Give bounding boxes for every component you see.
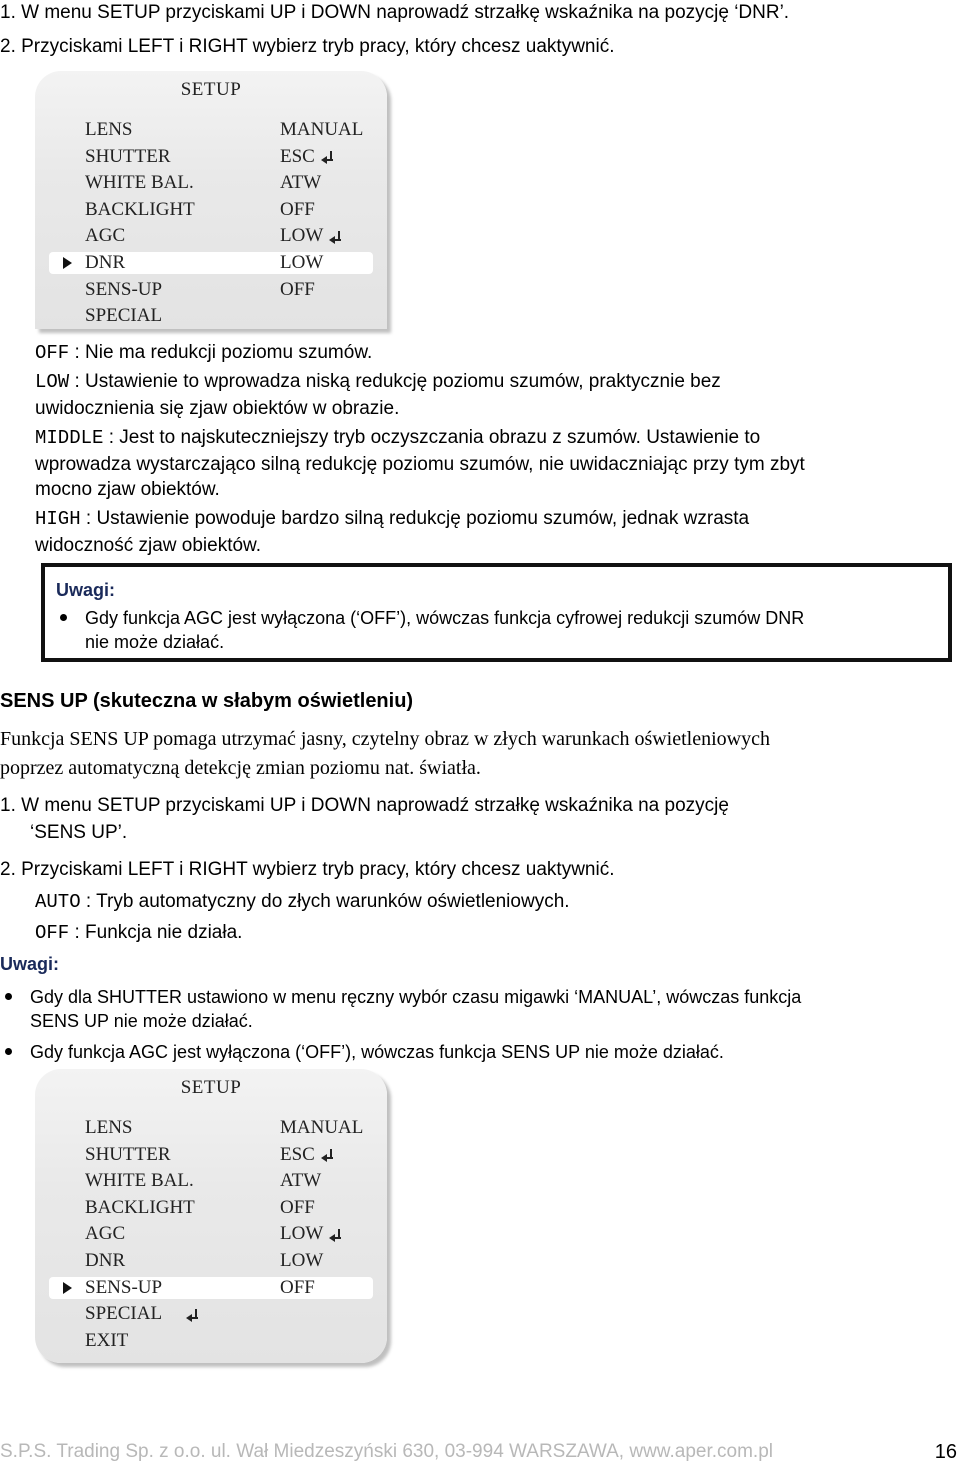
- note-title: Uwagi:: [56, 580, 116, 600]
- dnr-off-key: OFF: [35, 342, 70, 364]
- osd-title: SETUP: [180, 79, 242, 100]
- sens-up-auto-text: : Tryb automatyczny do złych warunków oświetleniowych.: [80, 891, 570, 912]
- osd-item-value-text: ESC: [280, 1143, 315, 1165]
- osd-item-value-text: OFF: [280, 278, 315, 300]
- osd-menu-item: [35, 1117, 387, 1141]
- sens-up-auto-desc: [35, 891, 570, 913]
- dnr-high-key: HIGH: [35, 508, 81, 530]
- page-number: 16: [934, 1441, 957, 1463]
- osd-item-label: BACKLIGHT: [85, 198, 195, 220]
- osd-item-label: SENS-UP: [85, 278, 163, 300]
- osd-menu-item: [35, 146, 387, 170]
- osd-item-label: WHITE BAL.: [85, 172, 194, 194]
- osd-menu-sens-up: [35, 1069, 387, 1363]
- dnr-high-desc-cont: widoczność zjaw obiektów.: [35, 535, 261, 556]
- sens-up-step-1: 1. W menu SETUP przyciskami UP i DOWN naprowadź strzałkę wskaźnika na pozycję: [0, 795, 729, 816]
- osd-menu-item: [35, 279, 387, 303]
- osd-menu-item: [35, 305, 387, 329]
- dnr-middle-desc-cont2: mocno zjaw obiektów.: [35, 479, 220, 500]
- osd-item-value: [280, 1144, 333, 1166]
- osd-item-value-text: OFF: [280, 1276, 315, 1298]
- osd-item-label: SHUTTER: [85, 1143, 171, 1165]
- sens-up-off-desc: [35, 922, 242, 944]
- sens-up-note-1: Gdy dla SHUTTER ustawiono w menu ręczny wybór czasu migawki ‘MANUAL’, wówczas funkcja: [30, 987, 802, 1007]
- osd-menu-item: [35, 172, 387, 196]
- osd-menu-item: [35, 1277, 387, 1301]
- osd-title: SETUP: [180, 1077, 242, 1098]
- osd-item-value: [180, 1303, 198, 1325]
- osd-item-value: [280, 119, 363, 141]
- pointer-arrow-icon: [63, 1282, 72, 1294]
- dnr-middle-desc-cont: wprowadza wystarczająco silną redukcję poziomu szumów, nie uwidaczniając przy tym zbyt: [35, 454, 805, 475]
- osd-item-value: [280, 1250, 323, 1272]
- osd-menu-item: [35, 225, 387, 249]
- dnr-middle-key: MIDDLE: [35, 427, 104, 449]
- sens-up-intro-1: Funkcja SENS UP pomaga utrzymać jasny, czytelny obraz w złych warunkach oświetleniowych: [0, 728, 770, 750]
- osd-item-value: [280, 252, 323, 274]
- osd-item-value-text: LOW: [280, 1250, 324, 1271]
- osd-item-value-text: MANUAL: [280, 1117, 364, 1138]
- osd-item-value: [280, 199, 315, 221]
- enter-icon: [319, 1149, 333, 1161]
- bullet-icon: [5, 1048, 12, 1055]
- osd-item-label: SENS-UP: [85, 1276, 163, 1298]
- bullet-icon: [5, 993, 12, 1000]
- dnr-low-key: LOW: [35, 371, 70, 393]
- dnr-high-text: : Ustawienie powoduje bardzo silną redukcję poziomu szumów, jednak wzrasta: [80, 508, 750, 529]
- dnr-middle-text: : Jest to najskuteczniejszy tryb oczyszczania obrazu z szumów. Ustawienie to: [103, 427, 761, 448]
- dnr-off-text: : Nie ma redukcji poziomu szumów.: [69, 342, 373, 363]
- osd-menu-item: [35, 1170, 387, 1194]
- osd-item-value-text: LOW: [280, 252, 324, 273]
- osd-item-value: [280, 1277, 315, 1299]
- sens-up-notes-title: Uwagi:: [0, 954, 60, 974]
- step-2-text: 2. Przyciskami LEFT i RIGHT wybierz tryb pracy, który chcesz uaktywnić.: [0, 36, 615, 57]
- osd-menu-item: [35, 1197, 387, 1221]
- osd-item-value-text: OFF: [280, 198, 315, 220]
- osd-menu-dnr: [35, 71, 387, 329]
- osd-item-label: AGC: [85, 225, 126, 247]
- osd-item-value: [280, 146, 333, 168]
- dnr-low-text: : Ustawienie to wprowadza niską redukcję poziomu szumów, praktycznie bez: [69, 371, 721, 392]
- osd-item-value-text: ATW: [280, 172, 322, 194]
- osd-item-value-text: LOW: [280, 1223, 324, 1245]
- osd-item-value-text: ATW: [280, 1170, 322, 1192]
- sens-up-step-2: 2. Przyciskami LEFT i RIGHT wybierz tryb pracy, który chcesz uaktywnić.: [0, 859, 615, 880]
- enter-icon: [327, 231, 341, 243]
- dnr-off-desc: [35, 342, 372, 364]
- sens-up-auto-key: AUTO: [35, 891, 81, 913]
- osd-item-label: LENS: [85, 1117, 133, 1138]
- enter-icon: [184, 1309, 198, 1321]
- osd-item-value: [280, 279, 315, 301]
- osd-item-label: BACKLIGHT: [85, 1196, 195, 1218]
- enter-icon: [327, 1229, 341, 1241]
- sens-up-off-text: : Funkcja nie działa.: [69, 922, 243, 943]
- note-box: [41, 563, 952, 662]
- osd-item-value: [280, 1223, 341, 1245]
- step-1-text: 1. W menu SETUP przyciskami UP i DOWN naprowadź strzałkę wskaźnika na pozycję ‘DNR’.: [0, 2, 790, 23]
- osd-item-label: DNR: [85, 1250, 126, 1271]
- osd-item-label: SPECIAL: [85, 1303, 163, 1325]
- osd-item-value-text: MANUAL: [280, 119, 364, 140]
- sens-up-note-2: Gdy funkcja AGC jest wyłączona (‘OFF’), wówczas funkcja SENS UP nie może działać.: [30, 1042, 724, 1062]
- note-line-1: Gdy funkcja AGC jest wyłączona (‘OFF’), wówczas funkcja cyfrowej redukcji szumów DNR: [85, 608, 805, 628]
- osd-item-label: WHITE BAL.: [85, 1170, 194, 1192]
- osd-menu-item: [35, 1303, 387, 1327]
- osd-item-value-text: OFF: [280, 1196, 315, 1218]
- osd-item-value: [280, 1117, 363, 1139]
- osd-menu-item: [35, 199, 387, 223]
- bullet-icon: [60, 614, 67, 621]
- osd-item-value: [280, 225, 341, 247]
- osd-item-value: [280, 1170, 321, 1192]
- enter-icon: [319, 151, 333, 163]
- dnr-middle-desc: [35, 427, 760, 449]
- osd-item-label: EXIT: [85, 1329, 129, 1351]
- osd-item-value-text: LOW: [280, 225, 324, 247]
- osd-menu-item: [35, 1223, 387, 1247]
- pointer-arrow-icon: [63, 257, 72, 269]
- osd-menu-item: [35, 1330, 387, 1354]
- dnr-low-desc-cont: uwidocznienia się zjaw obiektów w obrazie.: [35, 398, 400, 419]
- osd-item-value: [280, 172, 321, 194]
- sens-up-intro-2: poprzez automatyczną detekcję zmian poziomu nat. światła.: [0, 757, 481, 779]
- note-line-2: nie może działać.: [85, 632, 225, 652]
- osd-item-value-text: ESC: [280, 145, 315, 167]
- osd-item-label: LENS: [85, 119, 133, 140]
- osd-menu-item: [35, 1250, 387, 1274]
- sens-up-note-1-cont: SENS UP nie może działać.: [30, 1011, 253, 1031]
- sens-up-step-1-cont: ‘SENS UP’.: [30, 822, 128, 843]
- sens-up-off-key: OFF: [35, 922, 70, 944]
- osd-item-label: AGC: [85, 1223, 126, 1245]
- osd-menu-item: [35, 119, 387, 143]
- osd-item-label: SHUTTER: [85, 145, 171, 167]
- osd-menu-item: [35, 252, 387, 276]
- dnr-low-desc: [35, 371, 721, 393]
- sens-up-heading: SENS UP (skuteczna w słabym oświetleniu): [0, 690, 414, 712]
- osd-item-label: DNR: [85, 252, 126, 273]
- osd-item-label: SPECIAL: [85, 305, 163, 327]
- osd-item-value: [280, 1197, 315, 1219]
- osd-menu-item: [35, 1144, 387, 1168]
- footer-text: S.P.S. Trading Sp. z o.o. ul. Wał Miedzeszyński 630, 03-994 WARSZAWA, www.aper.com.pl: [0, 1441, 773, 1462]
- dnr-high-desc: [35, 508, 749, 530]
